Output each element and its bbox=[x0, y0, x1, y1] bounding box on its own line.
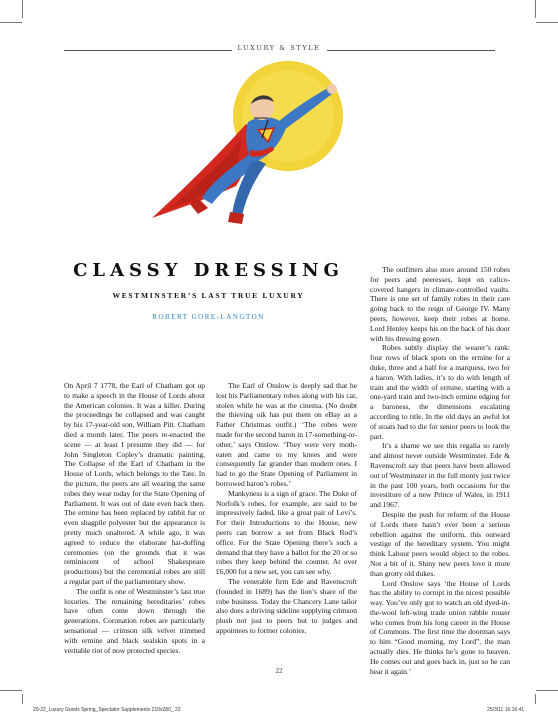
print-slug-timestamp: 25/3/11 16:16:41 bbox=[487, 707, 525, 713]
boot bbox=[228, 212, 244, 224]
article-byline: ROBERT GORE-LANGTON bbox=[152, 313, 265, 321]
crop-mark bbox=[0, 690, 22, 691]
article-title: CLASSY DRESSING bbox=[73, 260, 344, 281]
paragraph: Despite the push for reform of the House of Lords there hasn’t ever been a serious rebellion against the uniform, this outward vestige of the hereditary system. You might think Labour peers would object to the robes. Not a bit of it. Shiny new peers love it more than grotty old dukes. bbox=[370, 509, 510, 578]
paragraph: The Earl of Onslow is deeply sad that he lost his Parliamentary robes along with his car, stolen while he was at the cinema. (No doubt the thieving oik has put them on eBay as a Father Christmas outfit.) ‘The robes were made for the second baron in 17-something-or-other,’ says Onslow. ‘They were very moth-eaten and came to my knees and were consequently far grander than modern ones. I had to go the State Opening of Parliament in borrowed baron’s robes.’ bbox=[216, 381, 357, 488]
paragraph: Robes subtly display the wearer’s rank: four rows of black spots on the ermine for a duke, three and a half for a marquess, two for a baron. With ladies, it’s to do with length of train and the width of ermine, starting with a one-yard train and two-inch ermine edging for a baroness, the dimensions escalating according to title. In the old days an awful lot of stoats had to die for senior peers to look the part. bbox=[370, 343, 510, 441]
crop-mark bbox=[536, 690, 558, 691]
paragraph: Lord Onslow says ‘the House of Lords has the ability to corrupt in the nicest possible way. You’ve only got to watch an old dyed-in-the-wool left-wing trade union rabble rouser who comes from his long career in the House of Commons. The first time the doorman says to him “Good morning, my Lord”, the man actually dies. He thinks he’s gone to heaven. He comes out and goes back in, just so he can hear it again.’ bbox=[370, 578, 510, 676]
paragraph: On April 7 1778, the Earl of Chatham got up to make a speech in the House of Lords about the American colonies. It was a killer. During the proceedings he collapsed and was caught by his 17-year-old son, William Pitt. Chatham died a month later. The peers re-enacted the scene — at least I presume they did — for John Singleton Copley’s dramatic painting, The Collapse of the Earl of Chatham in the House of Lords, which belongs to the Tate. In the picture, the peers are all wearing the same robes they wear today for the State Opening of Parliament. It was out of date even back then. The ermine has been replaced by rabbit fur or even shagpile polyester but the appearance is pretty much unaltered. A while ago, it was agreed to reduce the elaborate hat-doffing ceremonies (on the grounds that it was reminiscent of school Shakespeare productions) but the ceremonial robes are still a regular part of the parliamentary show. bbox=[64, 381, 205, 586]
article-column-3 bbox=[370, 265, 510, 676]
crop-mark bbox=[536, 22, 558, 23]
crop-mark bbox=[535, 694, 536, 704]
paragraph: The outfit is one of Westminster’s last true luxuries. The remaining hereditaries’ robes have often come down through the generations. Coronation robes are particularly sensational — crimson silk velvet trimmed with ermine and black sealskin spots in a veritable riot of now protected species. bbox=[64, 586, 205, 655]
page-number: 22 bbox=[275, 667, 283, 675]
paragraph: The venerable firm Ede and Ravenscroft (founded in 1689) has the lion’s share of the robe business. Today the Chancery Lane tailor also does a thriving sideline supplying crimson plush not just to peers but to judges and appointees to former colonies. bbox=[216, 576, 357, 635]
print-slug-file: 20-22_Luxury Goods Spring_Spectator Supplements 210x280_ 22 bbox=[33, 707, 181, 713]
article-column-2 bbox=[216, 381, 357, 636]
crop-mark bbox=[22, 694, 23, 704]
section-label: LUXURY & STYLE bbox=[237, 44, 321, 52]
crop-mark bbox=[0, 22, 22, 23]
article-subtitle: WESTMINSTER’S LAST TRUE LUXURY bbox=[112, 291, 305, 300]
crop-mark bbox=[22, 0, 23, 18]
article-column-1 bbox=[64, 381, 205, 655]
paragraph: Mankyness is a sign of grace. The Duke of Norfolk’s robes, for example, are said to be impressively faded, like a great pair of Levi’s. For their Introductions to the House, new peers can borrow a set from Black Rod’s office. For the State Opening there’s such a demand that they have a ballot for the 20 or so robes they keep behind the counter. At over £6,000 for a new set, you can see why. bbox=[216, 488, 357, 577]
crop-mark bbox=[535, 0, 536, 18]
fist bbox=[327, 84, 337, 94]
paragraph: It’s a shame we see this regalia so rarely and almost never outside Westminster. Ede & Ravenscroft say that peers have been allowed out of Westminster in the full monty just twice in the past 100 years, both occasions for the investiture of a new Prince of Wales, in 1911 and 1967. bbox=[370, 441, 510, 510]
superhero-peer-illustration bbox=[150, 58, 390, 228]
header-rule-right bbox=[327, 50, 495, 51]
paragraph: The outfitters also store around 150 robes for peers and peeresses, kept on calico-covered hangers in climate-controlled vaults. There is one set of family robes in their care going back to the reign of George IV. Many peers, however, keep their robes at home. Lord Henley keeps his on the back of his door with his dressing gown. bbox=[370, 265, 510, 343]
